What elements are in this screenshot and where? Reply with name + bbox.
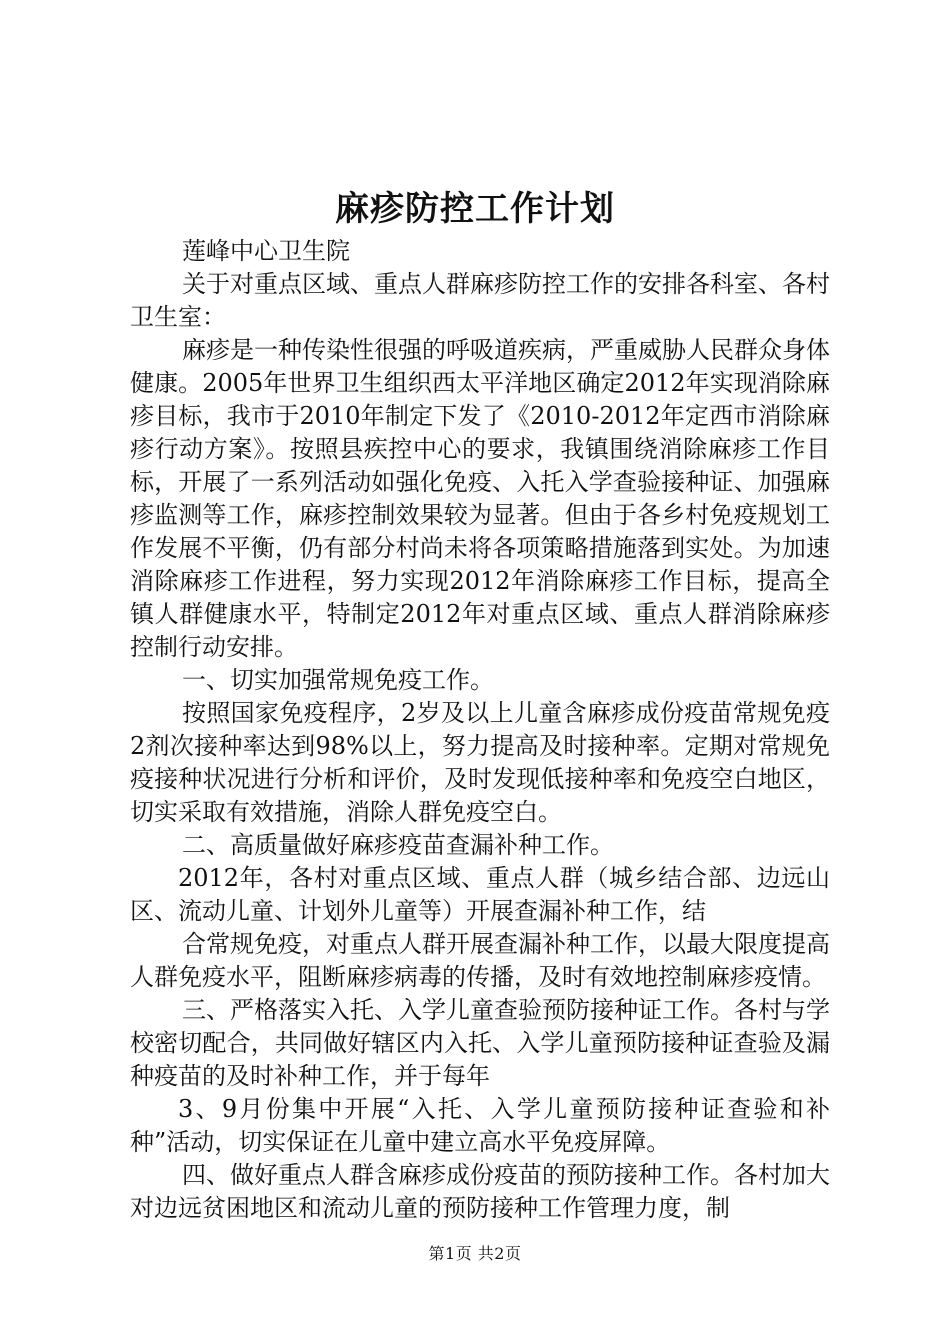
section-paragraph-3a: 三、严格落实入托、入学儿童查验预防接种证工作。各村与学校密切配合，共同做好辖区内入托、入学儿童预防接种证查验及漏种疫苗的及时补种工作，并于每年 [130,996,830,1090]
page-number-footer: 第1页 共2页 [428,1244,522,1263]
document-body [130,235,830,1225]
section-paragraph-1: 按照国家免疫程序，2岁及以上儿童含麻疹成份疫苗常规免疫2剂次接种率达到98%以上，努力提高及时接种率。定期对常规免疫接种状况进行分析和评价，及时发现低接种率和免疫空白地区，切实采取有效措施，消除人群免疫空白。 [130,699,830,826]
section-paragraph-4: 四、做好重点人群含麻疹成份疫苗的预防接种工作。各村加大对边远贫困地区和流动儿童的预防接种工作管理力度，制 [130,1161,830,1222]
intro-paragraph: 麻疹是一种传染性很强的呼吸道疾病，严重威胁人民群众身体健康。2005年世界卫生组织西太平洋地区确定2012年实现消除麻疹目标，我市于2010年制定下发了《2010-2012年定西市消除麻疹行动方案》。按照县疾控中心的要求，我镇围绕消除麻疹工作目标，开展了一系列活动如强化免疫、入托入学查验接种证、加强麻疹监测等工作，麻疹控制效果较为显著。但由于各乡村免疫规划工作发展不平衡，仍有部分村尚未将各项策略措施落到实处。为加速消除麻疹工作进程，努力实现2012年消除麻疹工作目标，提高全镇人群健康水平，特制定2012年对重点区域、重点人群消除麻疹控制行动安排。 [130,336,830,661]
section-paragraph-3b: 3、9月份集中开展“入托、入学儿童预防接种证查验和补种”活动，切实保证在儿童中建立高水平免疫屏障。 [130,1095,830,1156]
notice-heading: 关于对重点区域、重点人群麻疹防控工作的安排各科室、各村卫生室： [130,270,830,331]
section-paragraph-2a: 2012年，各村对重点区域、重点人群（城乡结合部、边远山区、流动儿童、计划外儿童等）开展查漏补种工作，结 [130,864,830,925]
section-paragraph-2b: 合常规免疫，对重点人群开展查漏补种工作，以最大限度提高人群免疫水平，阻断麻疹病毒的传播，及时有效地控制麻疹疫情。 [130,930,830,991]
document-title: 麻疹防控工作计划 [335,189,615,229]
organization-name: 莲峰中心卫生院 [182,237,350,265]
section-heading-2: 二、高质量做好麻疹疫苗查漏补种工作。 [182,831,614,859]
section-heading-1: 一、切实加强常规免疫工作。 [182,666,494,694]
